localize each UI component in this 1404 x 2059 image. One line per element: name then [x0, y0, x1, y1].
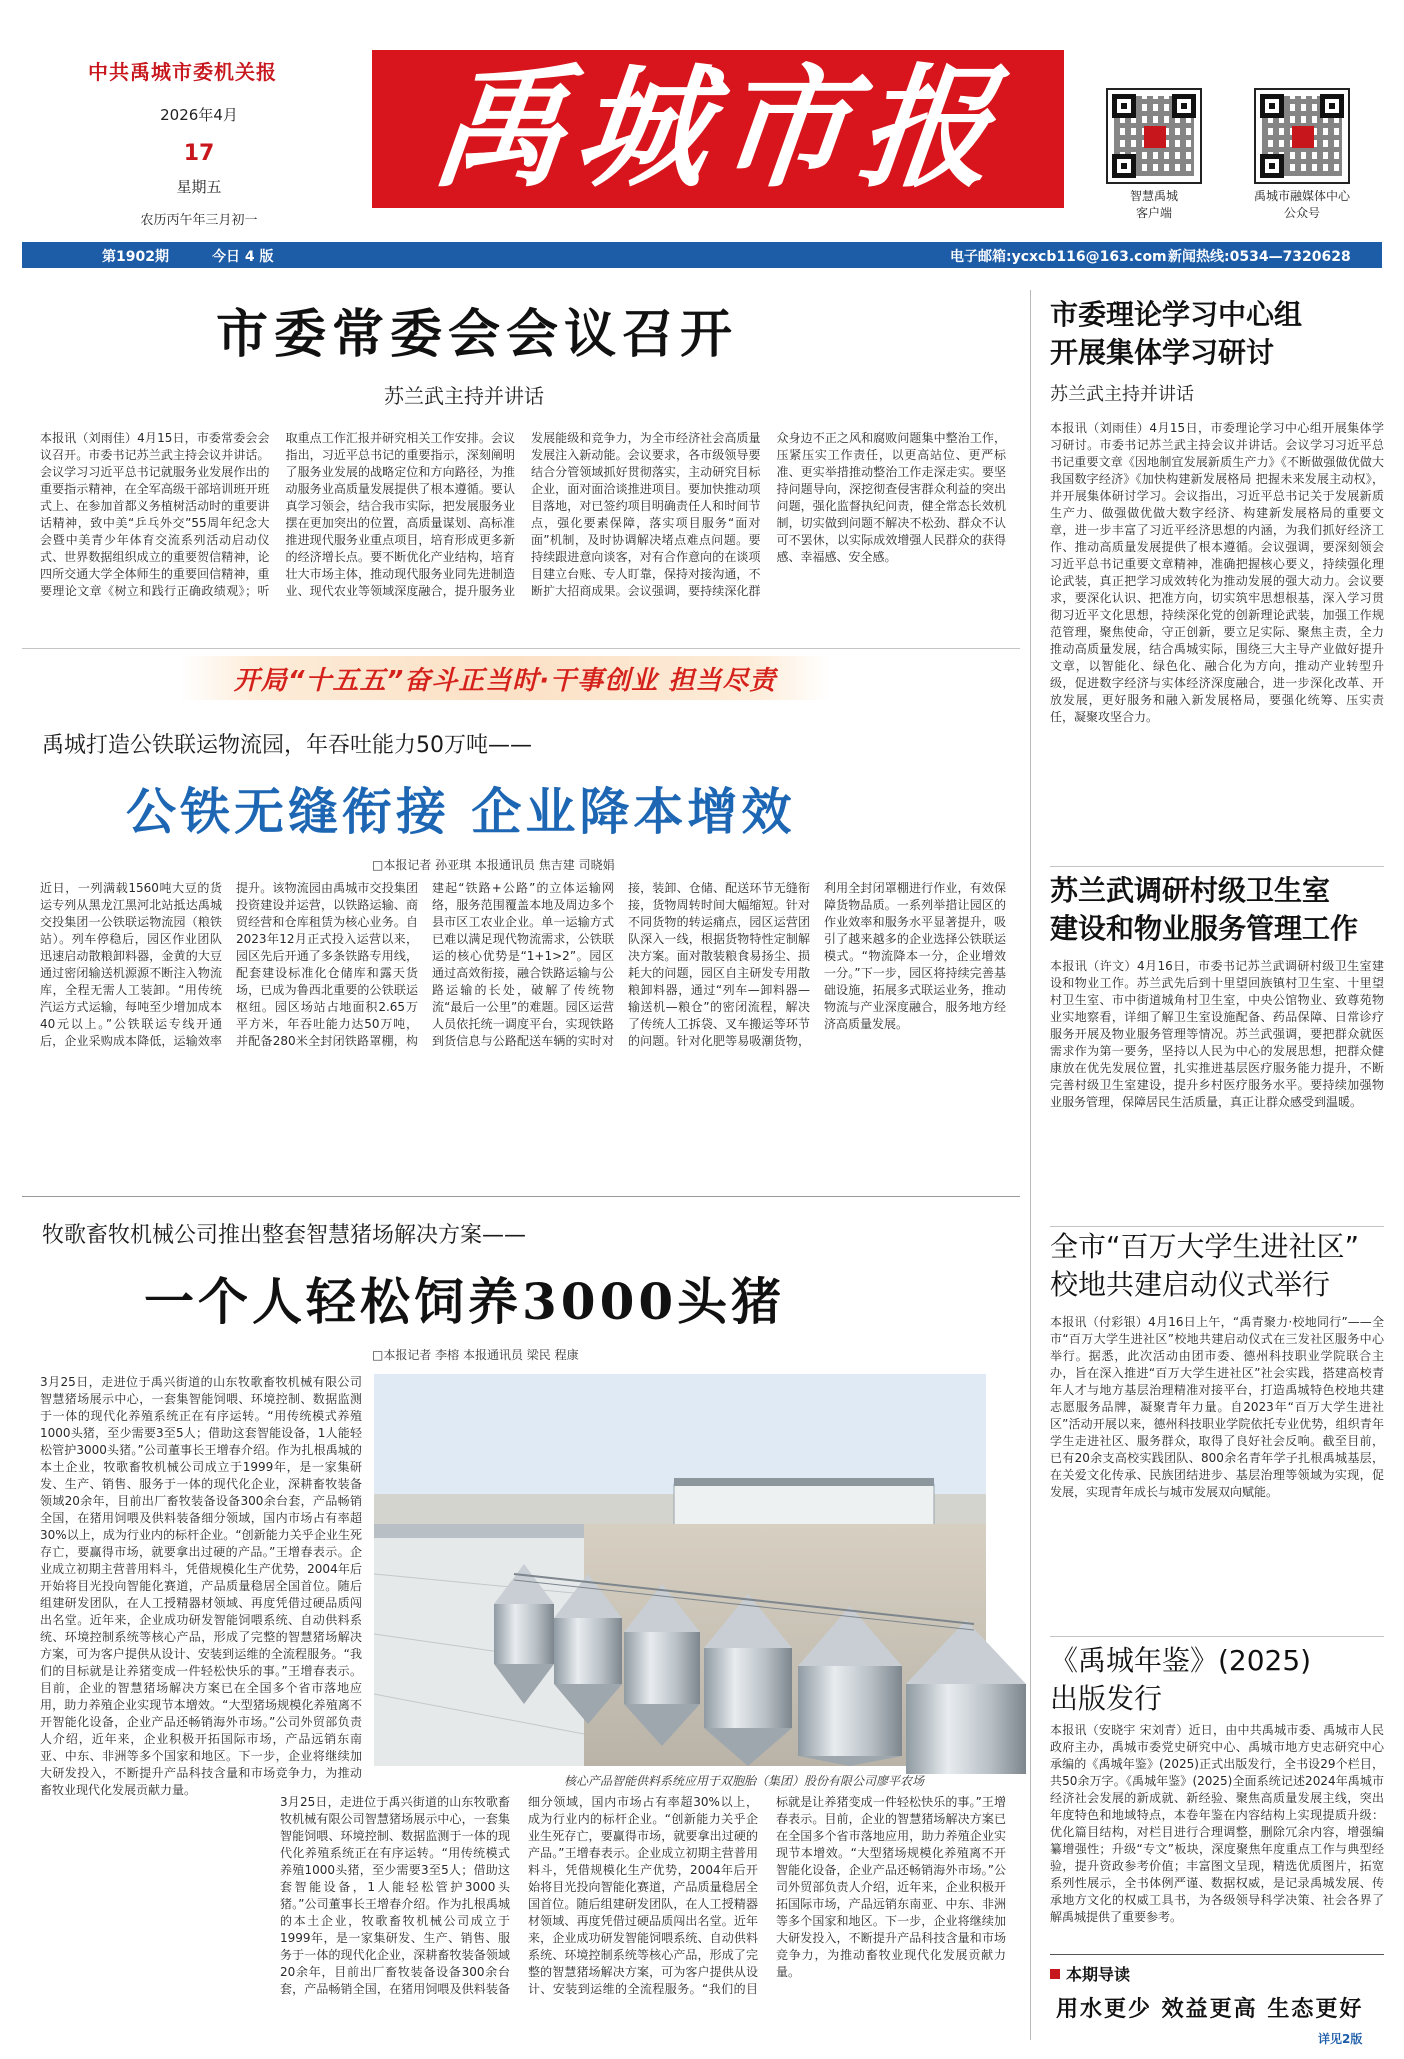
guide-heading: 本期导读 [1050, 1962, 1130, 1985]
story2-kicker: 牧歌畜牧机械公司推出整套智慧猪场解决方案—— [42, 1223, 527, 1248]
photo-caption: 核心产品智能供料系统应用于双胞胎（集团）股份有限公司廖平农场 [564, 1774, 925, 1788]
headline-line: 校地共建启动仪式举行 [1050, 1268, 1331, 1301]
right-story-c-body: 本报讯（付彩银）4月16日上午，“禹青聚力·校地同行”——全市“百万大学生进社区”校地共建启动仪式在三发社区服务中心举行。据悉，此次活动由团市委、德州科技职业学院联合主办，旨在深入推进“百万大学生进社区”社会实践，搭建高校青年人才与地方基层治理精准对接平台，打造禹城特色校地共建志愿服务品牌，凝聚青年力量。自2023年“百万大学生进社区”活动开展以来，德州科技职业学院依托专业优势，组织青年学生走进社区、服务群众，取得了良好社会反响。截至目前，已有20余支高校实践团队、800余名青年学子扎根禹城基层，在关爱文化传承、民族团结进步、基层治理等领域为实现，促发展，实现青年成长与城市发展双向赋能。 [1050, 1315, 1384, 1499]
info-bar [22, 242, 1382, 268]
headline-line: 苏兰武调研村级卫生室 [1050, 874, 1331, 907]
headline-line: 《禹城年鉴》(2025) [1050, 1644, 1312, 1677]
page-count: 今日 4 版 [212, 249, 274, 265]
email[interactable]: 电子邮箱:ycxcb116@163.com [950, 249, 1167, 265]
column-divider [1030, 290, 1031, 2040]
right-story-b-body: 本报讯（许文）4月16日，市委书记苏兰武调研村级卫生室建设和物业工作。苏兰武先后到十里望回族镇村卫生室、十里望村卫生室、市中街道城角村卫生室，中央公馆物业、致尊苑物业实地察看，详细了解卫生室设施配备、药品保障、日常诊疗服务开展及物业服务管理等情况。苏兰武强调，要把群众就医需求作为第一要务，坚持以人民为中心的发展思想，把群众健康放在优先发展位置，扎实推进基层医疗服务能力提升，不断完善村级卫生室建设，提升乡村医疗服务水平。要持续加强物业服务管理，保障居民生活质量，真正让群众感受到温暖。 [1050, 959, 1384, 1109]
qr-code-icon[interactable] [1106, 88, 1202, 184]
divider [22, 1196, 1020, 1197]
qr-code-icon[interactable] [1254, 88, 1350, 184]
right-story-b-headline [1050, 872, 1358, 948]
headline-line: 全市“百万大学生进社区” [1050, 1230, 1360, 1263]
story1-kicker: 禹城打造公铁联运物流园，年吞吐能力50万吨—— [42, 733, 532, 758]
newspaper-logo [372, 50, 1064, 208]
story1-headline: 公铁无缝衔接 企业降本增效 [126, 783, 796, 841]
divider [22, 648, 1020, 649]
divider [1050, 1636, 1384, 1637]
headline-line: 建设和物业服务管理工作 [1050, 912, 1359, 945]
qr-caption-app [1079, 188, 1229, 222]
right-story-d-headline [1050, 1642, 1311, 1718]
weekday: 星期五 [176, 178, 222, 196]
headline-line: 开展集体学习研讨 [1050, 336, 1275, 369]
story2-byline: □本报记者 李榕 本报通讯员 梁民 程康 [372, 1348, 579, 1362]
date-year-month: 2026年4月 [160, 106, 238, 124]
campaign-banner: 开局“十五五”奋斗正当时·干事创业 担当尽责 [180, 656, 830, 700]
date-day: 17 [183, 141, 215, 166]
lead-headline: 市委常委会会议召开 [216, 305, 739, 365]
right-story-a-body: 本报讯（刘雨佳）4月15日，市委理论学习中心组开展集体学习研讨。市委书记苏兰武主持会议并讲话。会议学习习近平总书记重要文章《因地制宜发展新质生产力》《不断做强做优做大我国数字经济》《加快构建新发展格局 把握未来发展主动权》，并开展集体研讨学习。会议指出，习近平总书记关于发展新质生产力、做强做优做大数字经济、构建新发展格局的重要文章，进一步丰富了习近平经济思想的内涵，为我们抓好经济工作、推动高质量发展提供了根本遵循。会议强调，要深刻领会习近平总书记重要文章精神，准确把握核心要义，持续强化理论武装，真正把学习成效转化为推动发展的强大动力。会议要求，要深化认识、把准方向，切实筑牢思想根基，深入学习贯彻习近平文化思想，持续深化党的创新理论武装，加强工作规范管理，聚焦使命，守正创新，要立足实际、聚焦主责，全力推动高质量发展，结合禹城实际，围绕三大主导产业做好提升文章，以智能化、绿色化、融合化为方向，推动产业转型升级，促进数字经济与实体经济深度融合，进一步深化改革、开放发展，更好服务和融入新发展格局，要强化统筹、压实责任，凝聚攻坚合力。 [1050, 421, 1384, 724]
qr-caption-line: 智慧禹城 [1129, 189, 1178, 203]
qr-caption-line: 禹城市融媒体中心 [1253, 189, 1350, 203]
story2-headline: 一个人轻松饲养3000头猪 [144, 1272, 786, 1331]
qr-caption-account [1227, 188, 1377, 222]
silo-illustration [374, 1374, 986, 1766]
issue-number: 第1902期 [102, 249, 169, 265]
story2-body-bottom: 3月25日，走进位于禹兴街道的山东牧歌畜牧机械有限公司智慧猪场展示中心，一套集智能饲喂、环境控制、数据监测于一体的现代化养殖系统正在有序运转。“用传统模式养殖1000头猪，至少需要3至5人；借助这套智能设备，1人能轻松管护3000头猪。”公司董事长王增春介绍。作为扎根禹城的本土企业，牧歌畜牧机械公司成立于1999年，是一家集研发、生产、销售、服务于一体的现代化企业，深耕畜牧装备领域20余年，目前出厂畜牧装备设备300余台套，产品畅销全国，在猪用饲喂及供料装备细分领域，国内市场占有率超30%以上，成为行业内的标杆企业。“创新能力关乎企业生死存亡，要赢得市场，就要拿出过硬的产品。”王增春表示。企业成立初期主营普用料斗，凭借规模化生产优势，2004年后开始将目光投向智能化赛道，产品质量稳居全国首位。随后组建研发团队，在人工授精器材领域、再度凭借过硬品质闯出名堂。近年来，企业成功研发智能饲喂系统、自动供料系统、环境控制系统等核心产品，形成了完整的智慧猪场解决方案，可为客户提供从设计、安装到运维的全流程服务。“我们的目标就是让养猪变成一件轻松快乐的事。”王增春表示。目前，企业的智慧猪场解决方案已在全国多个省市落地应用，助力养殖企业实现节本增效。“大型猪场规模化养殖离不开智能化设备，企业产品还畅销海外市场。”公司外贸部负责人介绍，近年来，企业积极开拓国际市场，产品远销东南亚、中东、非洲等多个国家和地区。下一步，企业将继续加大研发投入，不断提升产品科技含量和市场竞争力，为推动畜牧业现代化发展贡献力量。 [280, 1795, 1006, 1996]
divider [1050, 1226, 1384, 1227]
logo-text: 禹城市报 [425, 51, 1011, 206]
qr-caption-line: 客户端 [1135, 206, 1172, 220]
date-box [114, 104, 284, 228]
right-story-d-body: 本报讯（安晓宇 宋刘青）近日，由中共禹城市委、禹城市人民政府主办，禹城市委党史研究中心、禹城市地方史志研究中心承编的《禹城年鉴》(2025)正式出版发行，全书设29个栏目，共50余万字。《禹城年鉴》(2025)全面系统记述2024年禹城市经济社会发展的新成就、新经验、聚焦高质量发展主线，突出年度特色和地域特点，本卷年鉴在内容结构上实现提质升级：优化篇目结构，对栏目进行合理调整，删除冗余内容，增强编纂增强性；升级“专文”板块，深度聚焦年度重点工作与典型经验，提升资政参考价值；丰富图文呈现，精选优质图片，拓宽系列性展示，全书体例严谨、数据权威，是记录禹城发展、传承地方文化的权威工具书，为各级领导科学决策、社会各界了解禹城提供了重要参考。 [1050, 1723, 1384, 1924]
lunar-date: 农历丙午年三月初一 [140, 213, 258, 228]
party-label: 中共禹城市委机关报 [88, 60, 277, 84]
qr-caption-line: 公众号 [1283, 206, 1320, 220]
right-story-a-headline [1050, 296, 1302, 372]
guide-title[interactable]: 用水更少 效益更高 生态更好 [1056, 1997, 1364, 2022]
right-story-c-headline [1050, 1228, 1359, 1304]
divider [1050, 1954, 1384, 1955]
story2-body-left: 3月25日，走进位于禹兴街道的山东牧歌畜牧机械有限公司智慧猪场展示中心，一套集智能饲喂、环境控制、数据监测于一体的现代化养殖系统正在有序运转。“用传统模式养殖1000头猪，至少需要3至5人；借助这套智能设备，1人能轻松管护3000头猪。”公司董事长王增春介绍。作为扎根禹城的本土企业，牧歌畜牧机械公司成立于1999年，是一家集研发、生产、销售、服务于一体的现代化企业，深耕畜牧装备领域20余年，目前出厂畜牧装备设备300余台套，产品畅销全国，在猪用饲喂及供料装备细分领域，国内市场占有率超30%以上，成为行业内的标杆企业。“创新能力关乎企业生死存亡，要赢得市场，就要拿出过硬的产品。”王增春表示。企业成立初期主营普用料斗，凭借规模化生产优势，2004年后开始将目光投向智能化赛道，产品质量稳居全国首位。随后组建研发团队，在人工授精器材领域、再度凭借过硬品质闯出名堂。近年来，企业成功研发智能饲喂系统、自动供料系统、环境控制系统等核心产品，形成了完整的智慧猪场解决方案，可为客户提供从设计、安装到运维的全流程服务。“我们的目标就是让养猪变成一件轻松快乐的事。”王增春表示。目前，企业的智慧猪场解决方案已在全国多个省市落地应用，助力养殖企业实现节本增效。“大型猪场规模化养殖离不开智能化设备，企业产品还畅销海外市场。”公司外贸部负责人介绍，近年来，企业积极开拓国际市场，产品远销东南亚、中东、非洲等多个国家和地区。下一步，企业将继续加大研发投入，不断提升产品科技含量和市场竞争力，为推动畜牧业现代化发展贡献力量。 [40, 1375, 362, 1797]
silo-photo [374, 1374, 986, 1766]
guide-page-link[interactable]: 详见2版 [1318, 2032, 1363, 2046]
right-story-a-subheadline: 苏兰武主持并讲话 [1050, 384, 1194, 405]
lead-subheadline: 苏兰武主持并讲话 [384, 384, 544, 408]
story1-body: 近日，一列满载1560吨大豆的货运专列从黑龙江黑河北站抵达禹城交投集团一公铁联运物流园（粮铁站）。列车停稳后，园区作业团队迅速启动散粮卸料器，金黄的大豆通过密闭输送机源源不断注入物流库，全程无需人工装卸。“用传统汽运方式运输，每吨至少增加成本40元以上。”公铁联运专线开通后，企业采购成本降低，运输效率提升。该物流园由禹城市交投集团投资建设并运营，以铁路运输、商贸经营和仓库租赁为核心业务。自2023年12月正式投入运营以来，园区先后开通了多条铁路专用线，配套建设标准化仓储库和露天货场，已成为鲁西北重要的公铁联运枢纽。园区场站占地面积2.65万平方米，年吞吐能力达50万吨，并配备280米全封闭铁路罩棚，构建起“铁路+公路”的立体运输网络，服务范围覆盖本地及周边多个县市区工农业企业。单一运输方式已难以满足现代物流需求，公铁联运的核心优势是“1+1>2”。园区通过高效衔接，融合铁路运输与公路运输的长处，破解了传统物流“最后一公里”的难题。园区运营人员依托统一调度平台，实现铁路到货信息与公路配送车辆的实时对接，装卸、仓储、配送环节无缝衔接，货物周转时间大幅缩短。针对不同货物的转运痛点，园区运营团队深入一线，根据货物特性定制解决方案。面对散装粮食易扬尘、损耗大的问题，园区自主研发专用散粮卸料器，通过“列车—卸料器—输送机—粮仓”的密闭流程，解决了传统人工拆袋、叉车搬运等环节的问题。针对化肥等易吸潮货物，利用全封闭罩棚进行作业，有效保障货物品质。一系列举措让园区的作业效率和服务水平显著提升，吸引了越来越多的企业选择公铁联运模式。“物流降本一分，企业增效一分。”下一步，园区将持续完善基础设施，拓展多式联运业务，推动物流与产业深度融合，服务地方经济高质量发展。 [40, 881, 1006, 1048]
divider [1050, 866, 1384, 867]
masthead [0, 0, 1404, 250]
hotline: 新闻热线:0534—7320628 [1168, 249, 1351, 265]
headline-line: 市委理论学习中心组 [1050, 298, 1303, 331]
story1-byline: □本报记者 孙亚琪 本报通讯员 焦吉建 司晓娟 [372, 858, 615, 872]
lead-body: 本报讯（刘雨佳）4月15日，市委常委会会议召开。市委书记苏兰武主持会议并讲话。会议学习习近平总书记就服务业发展作出的重要指示精神，在全军高级干部培训班开班式上、在参加首都义务植树活动时的重要讲话精神，致中美“乒乓外交”55周年纪念大会暨中美青少年体育交流系列活动启动仪式、世界数据组织成立的重要贺信精神，论四所交通大学全体师生的重要回信精神，重要理论文章《树立和践行正确政绩观》；听取重点工作汇报并研究相关工作安排。会议指出，习近平总书记的重要指示，深刻阐明了服务业发展的战略定位和方向路径，为推动服务业高质量发展提供了根本遵循。要认真学习领会，结合我市实际，把发展服务业摆在更加突出的位置，高质量谋划、高标准推进现代服务业重点项目，培育形成更多新的经济增长点。要不断优化产业结构，培育壮大市场主体，推动现代服务业同先进制造业、现代农业等领域深度融合，提升服务业发展能级和竞争力，为全市经济社会高质量发展注入新动能。会议要求，各市级领导要结合分管领域抓好贯彻落实，主动研究目标企业，面对面洽谈推进项目。要加快推动项目落地，对已签约项目明确责任人和时间节点，强化要素保障，落实项目服务“面对面”机制，及时协调解决堵点难点问题。要持续跟进意向谈客，对有合作意向的在谈项目建立台账、专人盯靠，保持对接沟通，不断扩大招商成果。会议强调，要持续深化群众身边不正之风和腐败问题集中整治工作，压紧压实工作责任，以更高站位、更严标准、更实举措推动整治工作走深走实。要坚持问题导向，深挖彻查侵害群众利益的突出问题，强化监督执纪问责，健全常态长效机制，切实做到问题不解决不松劲、群众不认可不罢休，以实际成效增强人民群众的获得感、幸福感、安全感。 [40, 431, 1006, 598]
headline-line: 出版发行 [1050, 1682, 1163, 1715]
